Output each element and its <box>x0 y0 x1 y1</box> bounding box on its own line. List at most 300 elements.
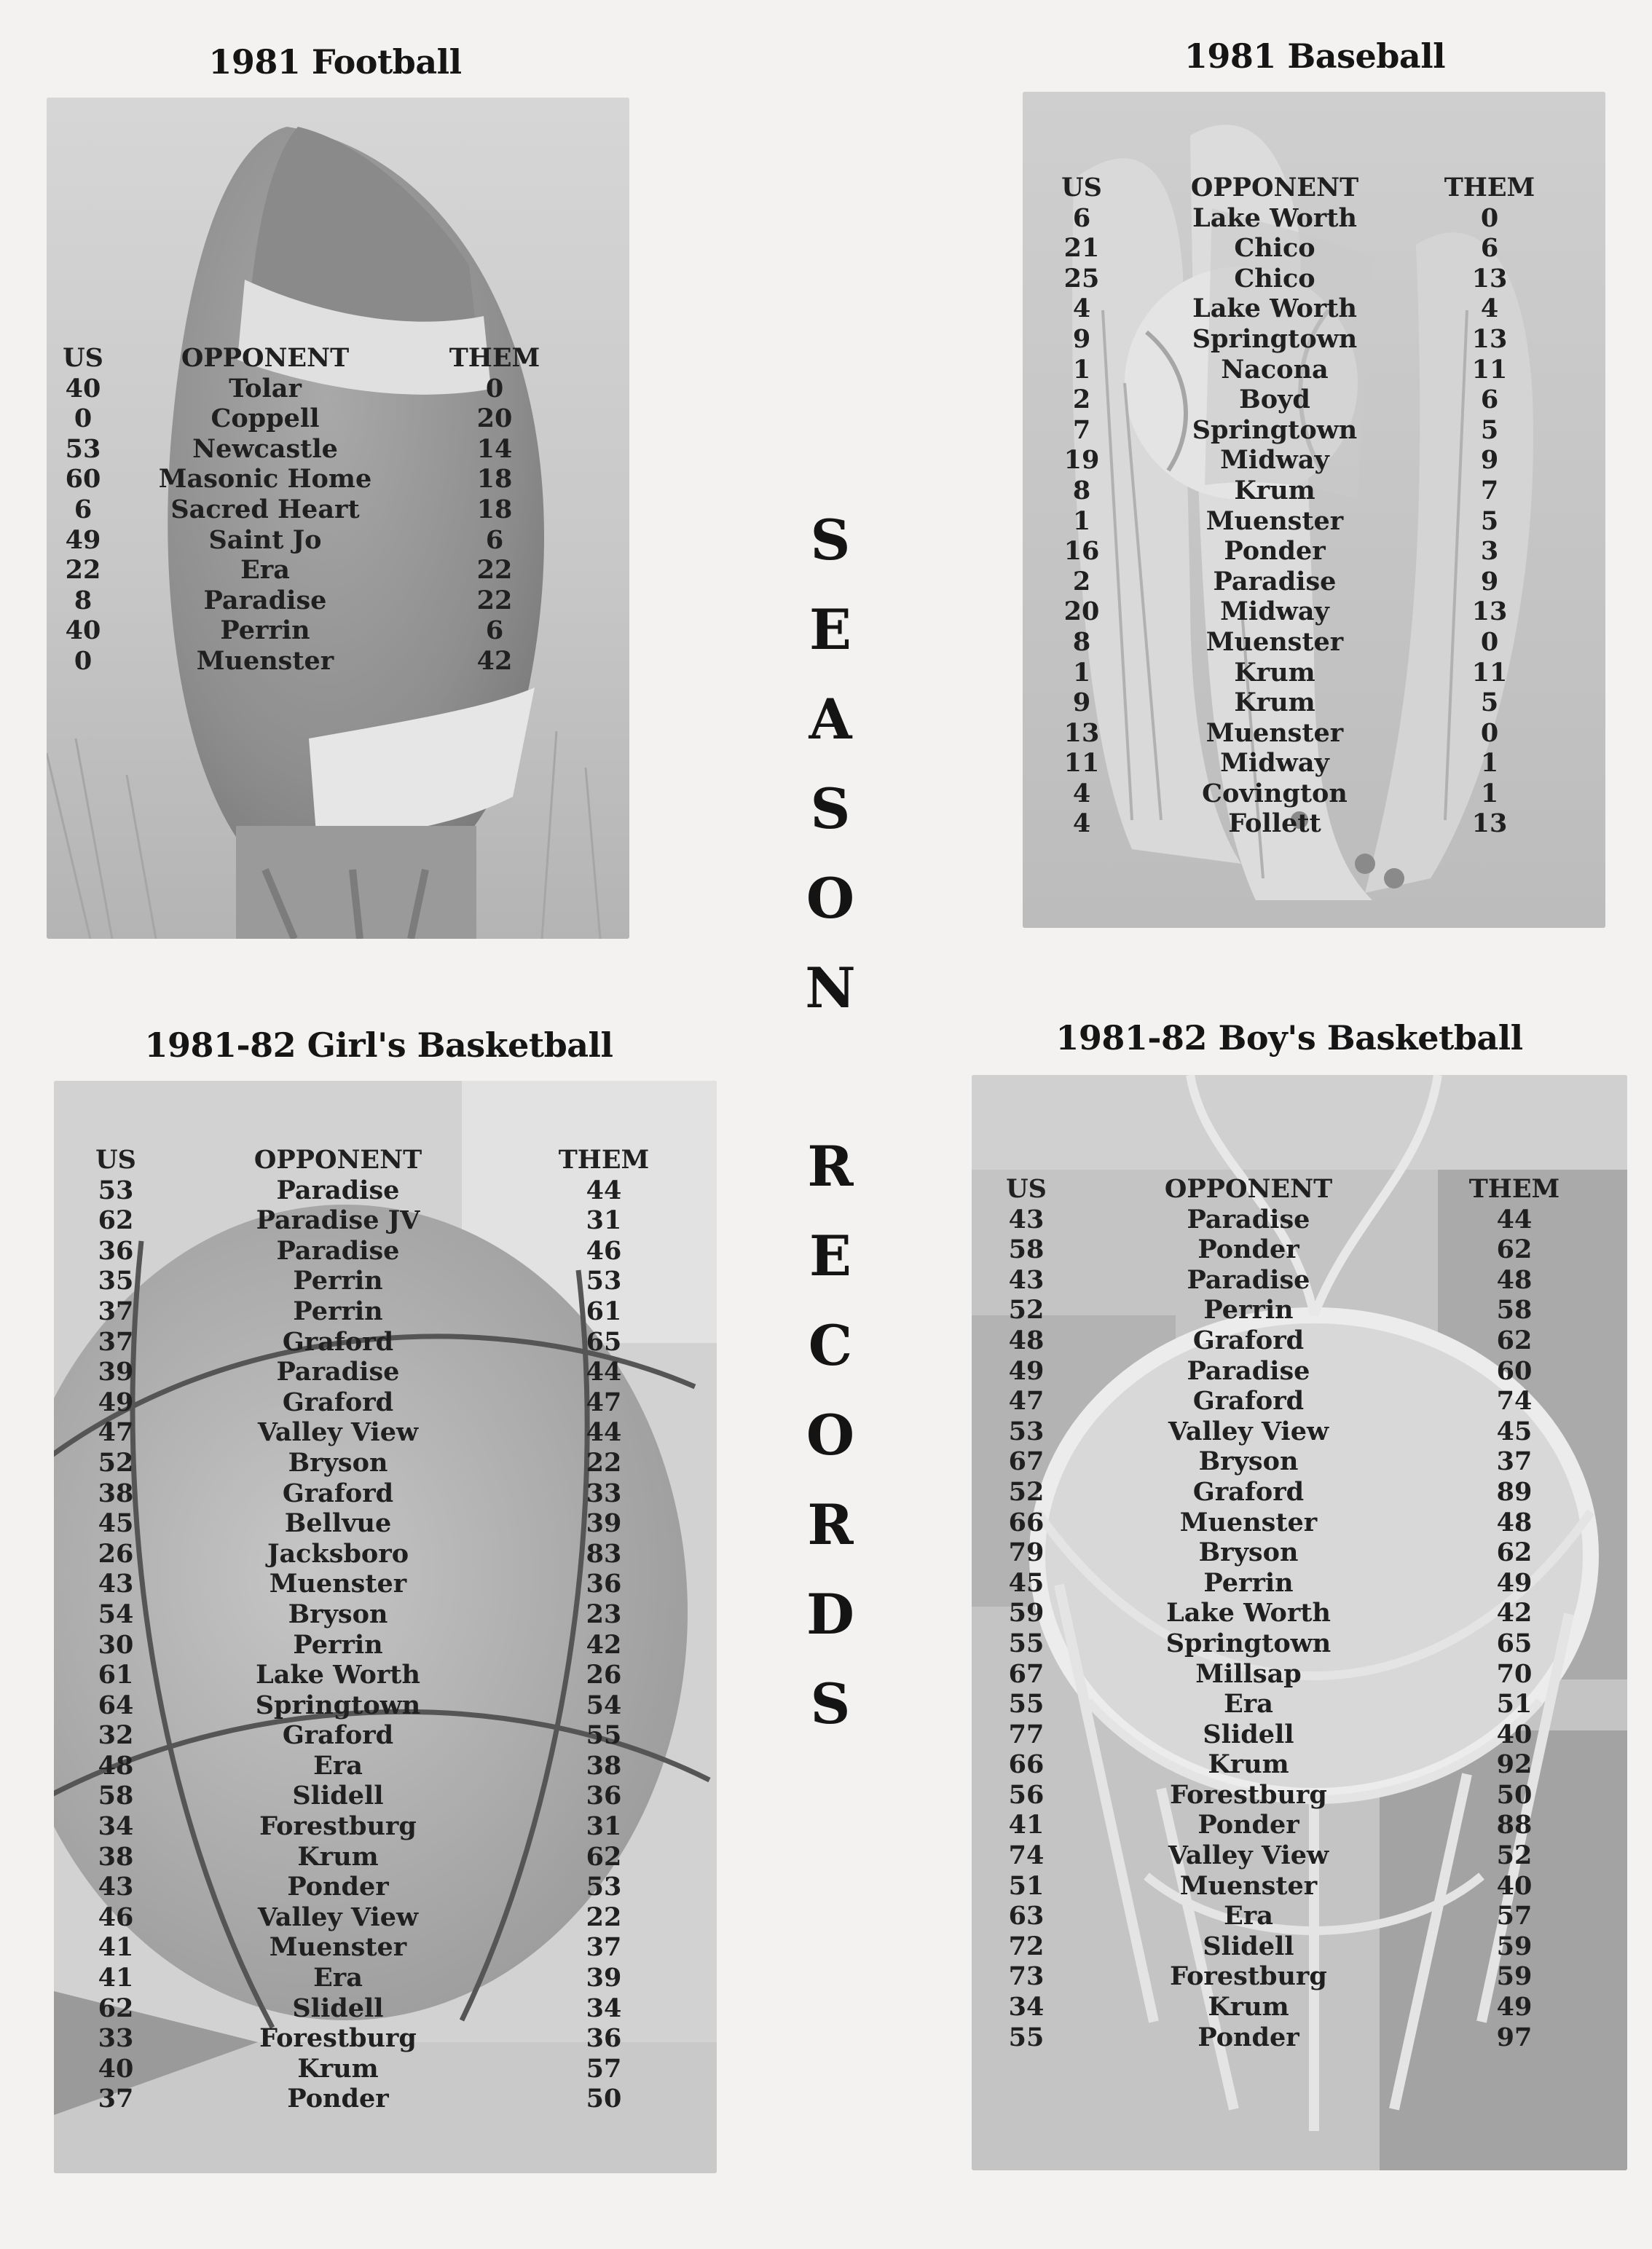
opponent-name: Ponder <box>1197 1810 1299 1840</box>
them-score: 54 <box>586 1690 622 1720</box>
opponent-name: Lake Worth <box>1166 1598 1331 1628</box>
opponent-name: Springtown <box>255 1690 421 1720</box>
game-row <box>986 1780 1598 1811</box>
us-score: 46 <box>98 1902 134 1932</box>
them-score: 51 <box>1496 1689 1533 1720</box>
them-score: 40 <box>1496 1870 1533 1901</box>
us-score: 4 <box>1072 294 1091 324</box>
opponent-name: Millsap <box>1195 1658 1302 1689</box>
opponent-name: Chico <box>1234 233 1315 264</box>
us-score: 8 <box>74 585 93 615</box>
opponent-name: Perrin <box>1203 1295 1294 1326</box>
game-row <box>1034 567 1559 597</box>
us-score: 6 <box>1072 202 1091 233</box>
game-row <box>986 1568 1598 1599</box>
them-score: 52 <box>1496 1840 1533 1871</box>
us-score: 73 <box>1008 1961 1045 1992</box>
season-records-vertical-title <box>801 495 860 1749</box>
them-score: 61 <box>586 1296 622 1326</box>
them-score: 0 <box>485 373 504 403</box>
them-score: 5 <box>1480 688 1499 718</box>
them-score: 14 <box>476 433 513 464</box>
game-row <box>1034 506 1559 537</box>
them-score: 42 <box>586 1629 622 1660</box>
them-score: 42 <box>1496 1598 1533 1628</box>
opponent-name: Midway <box>1220 748 1329 779</box>
us-score: 74 <box>1008 1840 1045 1871</box>
us-score: 2 <box>1072 566 1091 596</box>
them-score: 0 <box>1480 717 1499 748</box>
game-row <box>1034 203 1559 234</box>
opponent-name: Krum <box>297 2053 379 2084</box>
vertical-letter: N <box>805 956 856 1020</box>
game-row <box>68 2023 695 2054</box>
them-score: 22 <box>586 1447 622 1478</box>
them-score: 65 <box>586 1326 622 1357</box>
us-score: 72 <box>1008 1931 1045 1961</box>
opponent-name: Paradise <box>1187 1264 1310 1295</box>
opponent-name: Bryson <box>288 1447 388 1478</box>
us-score: 37 <box>98 1326 134 1357</box>
us-score: 55 <box>1008 1628 1045 1658</box>
us-score: 34 <box>98 1811 134 1842</box>
us-score: 34 <box>1008 1992 1045 2022</box>
game-row <box>986 1961 1598 1992</box>
game-row <box>1034 627 1559 658</box>
game-row <box>986 1598 1598 1628</box>
us-score: 41 <box>98 1963 134 1993</box>
game-row <box>986 1356 1598 1387</box>
us-score: 33 <box>98 2023 134 2054</box>
opponent-header: OPPONENT <box>1190 173 1359 202</box>
game-row <box>47 434 578 465</box>
opponent-name: Bryson <box>1198 1446 1299 1477</box>
opponent-name: Slidell <box>1203 1719 1294 1749</box>
them-score: 5 <box>1480 505 1499 536</box>
them-score: 36 <box>586 1781 622 1811</box>
them-score: 57 <box>586 2053 622 2084</box>
us-score: 41 <box>98 1932 134 1963</box>
opponent-name: Paradise <box>276 1175 400 1205</box>
opponent-name: Slidell <box>292 1781 384 1811</box>
opponent-name: Lake Worth <box>1192 294 1357 324</box>
game-row <box>68 1539 695 1569</box>
us-score: 13 <box>1063 717 1100 748</box>
them-score: 42 <box>476 645 513 676</box>
us-score: 47 <box>98 1417 134 1448</box>
opponent-name: Muenster <box>1179 1870 1318 1901</box>
us-score: 49 <box>98 1387 134 1417</box>
opponent-name: Valley View <box>1168 1840 1329 1871</box>
game-row <box>986 1446 1598 1477</box>
them-score: 60 <box>1496 1355 1533 1386</box>
vertical-letter: A <box>809 687 852 752</box>
game-row <box>986 1537 1598 1568</box>
them-score: 49 <box>1496 1567 1533 1598</box>
opponent-name: Bryson <box>288 1599 388 1629</box>
game-row <box>47 646 578 677</box>
them-score: 70 <box>1496 1658 1533 1689</box>
vertical-letter: S <box>810 776 851 841</box>
opponent-name: Krum <box>1234 657 1315 688</box>
opponent-name: Era <box>313 1750 363 1781</box>
us-score: 40 <box>65 373 101 403</box>
game-row <box>68 1963 695 1993</box>
them-score: 0 <box>1480 202 1499 233</box>
opponent-name: Krum <box>297 1841 379 1872</box>
opponent-name: Nacona <box>1221 354 1329 385</box>
game-row <box>68 1569 695 1599</box>
them-score: 31 <box>586 1205 622 1236</box>
us-score: 52 <box>1008 1295 1045 1326</box>
opponent-name: Graford <box>1192 1386 1305 1417</box>
us-score: 52 <box>1008 1476 1045 1507</box>
opponent-name: Era <box>1224 1901 1273 1931</box>
them-score: 13 <box>1471 323 1508 354</box>
them-score: 4 <box>1480 294 1499 324</box>
us-score: 43 <box>98 1569 134 1599</box>
game-row <box>68 1417 695 1448</box>
vertical-letter: E <box>809 1224 851 1288</box>
them-score: 39 <box>586 1508 622 1539</box>
them-score: 40 <box>1496 1719 1533 1749</box>
game-row <box>68 1478 695 1509</box>
game-row <box>1034 294 1559 324</box>
opponent-name: Perrin <box>1203 1567 1294 1598</box>
us-score: 53 <box>98 1175 134 1205</box>
us-score: 1 <box>1072 354 1091 385</box>
opponent-name: Masonic Home <box>158 464 372 495</box>
opponent-name: Krum <box>1234 688 1315 718</box>
opponent-name: Paradise <box>276 1235 400 1266</box>
game-row <box>986 1749 1598 1780</box>
game-row <box>986 1931 1598 1962</box>
game-row <box>1034 233 1559 264</box>
us-score: 47 <box>1008 1386 1045 1417</box>
opponent-name: Graford <box>282 1720 394 1751</box>
us-score: 37 <box>98 1296 134 1326</box>
them-score: 55 <box>586 1720 622 1751</box>
them-header: THEM <box>449 343 540 373</box>
them-score: 6 <box>1480 233 1499 264</box>
us-score: 62 <box>98 1993 134 2023</box>
game-row <box>68 1781 695 1811</box>
game-row <box>986 1992 1598 2022</box>
game-row <box>47 555 578 586</box>
them-score: 49 <box>1496 1992 1533 2022</box>
them-score: 46 <box>586 1235 622 1266</box>
game-row <box>1034 779 1559 809</box>
game-row <box>47 464 578 495</box>
us-score: 49 <box>65 524 101 555</box>
game-row <box>986 1417 1598 1447</box>
them-score: 34 <box>586 1993 622 2023</box>
us-score: 9 <box>1072 323 1091 354</box>
them-score: 33 <box>586 1478 622 1508</box>
girls-basketball-title: 1981-82 Girl's Basketball <box>144 1025 613 1065</box>
them-score: 36 <box>586 1569 622 1599</box>
them-score: 50 <box>586 2084 622 2114</box>
us-score: 39 <box>98 1357 134 1387</box>
them-score: 13 <box>1471 596 1508 627</box>
them-score: 7 <box>1480 475 1499 505</box>
game-row <box>986 1508 1598 1538</box>
game-row <box>68 1508 695 1539</box>
us-score: 49 <box>1008 1355 1045 1386</box>
us-header: US <box>1061 173 1102 202</box>
opponent-name: Graford <box>1192 1476 1305 1507</box>
game-row <box>47 403 578 434</box>
opponent-name: Era <box>1224 1689 1273 1720</box>
them-score: 1 <box>1480 748 1499 779</box>
game-row <box>1034 445 1559 476</box>
opponent-name: Muenster <box>196 645 334 676</box>
us-score: 32 <box>98 1720 134 1751</box>
them-score: 18 <box>476 464 513 495</box>
them-score: 36 <box>586 2023 622 2054</box>
us-score: 38 <box>98 1478 134 1508</box>
them-score: 45 <box>1496 1416 1533 1446</box>
opponent-name: Forestburg <box>1170 1961 1327 1992</box>
opponent-name: Paradise <box>1187 1204 1310 1234</box>
opponent-name: Perrin <box>293 1296 383 1326</box>
us-score: 43 <box>1008 1264 1045 1295</box>
them-score: 37 <box>586 1932 622 1963</box>
game-row <box>47 374 578 404</box>
vertical-letter: E <box>809 597 851 662</box>
them-score: 20 <box>476 403 513 434</box>
opponent-name: Ponder <box>287 2084 389 2114</box>
game-row <box>986 1295 1598 1326</box>
us-score: 67 <box>1008 1658 1045 1689</box>
them-score: 6 <box>485 524 504 555</box>
them-score: 65 <box>1496 1628 1533 1658</box>
opponent-name: Springtown <box>1192 323 1358 354</box>
us-score: 53 <box>65 433 101 464</box>
opponent-name: Forestburg <box>259 1811 417 1842</box>
us-score: 52 <box>98 1447 134 1478</box>
us-score: 1 <box>1072 505 1091 536</box>
them-score: 48 <box>1496 1507 1533 1537</box>
game-row <box>986 1477 1598 1508</box>
baseball-photo-panel <box>1023 92 1605 928</box>
us-score: 43 <box>98 1872 134 1902</box>
them-score: 3 <box>1480 536 1499 567</box>
game-row <box>986 1871 1598 1902</box>
game-row <box>986 1720 1598 1750</box>
us-score: 58 <box>1008 1234 1045 1265</box>
us-score: 35 <box>98 1266 134 1296</box>
us-score: 45 <box>98 1508 134 1539</box>
us-score: 41 <box>1008 1810 1045 1840</box>
them-score: 47 <box>586 1387 622 1417</box>
us-score: 55 <box>1008 2022 1045 2052</box>
us-score: 0 <box>74 403 93 434</box>
us-score: 37 <box>98 2084 134 2114</box>
them-score: 62 <box>586 1841 622 1872</box>
game-row <box>68 1993 695 2024</box>
them-score: 5 <box>1480 414 1499 445</box>
us-score: 60 <box>65 464 101 495</box>
them-score: 6 <box>1480 385 1499 415</box>
them-score: 62 <box>1496 1234 1533 1265</box>
baseball-title: 1981 Baseball <box>1184 36 1446 76</box>
them-score: 9 <box>1480 445 1499 476</box>
game-row <box>68 2054 695 2084</box>
girls-basketball-records-table <box>68 1145 695 2114</box>
us-score: 51 <box>1008 1870 1045 1901</box>
opponent-name: Tolar <box>229 373 302 403</box>
opponent-name: Slidell <box>292 1993 384 2023</box>
opponent-name: Coppell <box>211 403 320 434</box>
vertical-letter: O <box>806 1403 855 1468</box>
baseball-records-table <box>1034 173 1559 839</box>
us-score: 62 <box>98 1205 134 1236</box>
game-row <box>68 1357 695 1387</box>
them-score: 62 <box>1496 1325 1533 1355</box>
game-row <box>68 1387 695 1418</box>
game-row <box>68 1236 695 1267</box>
opponent-name: Perrin <box>220 615 310 646</box>
game-row <box>68 1932 695 1963</box>
us-score: 0 <box>74 645 93 676</box>
game-row <box>1034 658 1559 688</box>
opponent-name: Valley View <box>257 1417 419 1448</box>
us-score: 30 <box>98 1629 134 1660</box>
opponent-name: Saint Jo <box>208 524 322 555</box>
opponent-name: Muenster <box>269 1569 407 1599</box>
us-score: 22 <box>65 555 101 586</box>
us-score: 21 <box>1063 233 1100 264</box>
opponent-name: Paradise <box>203 585 327 615</box>
opponent-name: Covington <box>1202 778 1348 808</box>
us-score: 40 <box>98 2053 134 2084</box>
us-score: 48 <box>1008 1325 1045 1355</box>
game-row <box>68 1660 695 1690</box>
game-row <box>986 1265 1598 1296</box>
game-row <box>68 1842 695 1872</box>
us-score: 26 <box>98 1538 134 1569</box>
them-header: THEM <box>1444 173 1535 202</box>
opponent-name: Springtown <box>1192 414 1358 445</box>
vertical-letter: S <box>810 508 851 572</box>
opponent-name: Ponder <box>287 1872 389 1902</box>
game-row <box>68 1327 695 1358</box>
game-row <box>1034 385 1559 415</box>
boys-basketball-photo-panel <box>972 1075 1627 2170</box>
opponent-name: Muenster <box>269 1932 407 1963</box>
us-score: 45 <box>1008 1567 1045 1598</box>
us-score: 61 <box>98 1660 134 1690</box>
vertical-letter: R <box>807 1134 854 1199</box>
them-score: 92 <box>1496 1749 1533 1780</box>
opponent-name: Graford <box>282 1478 394 1508</box>
them-score: 89 <box>1496 1476 1533 1507</box>
us-score: 25 <box>1063 263 1100 294</box>
them-score: 44 <box>586 1175 622 1205</box>
game-row <box>68 1599 695 1630</box>
them-score: 59 <box>1496 1931 1533 1961</box>
us-score: 4 <box>1072 778 1091 808</box>
them-score: 18 <box>476 494 513 524</box>
game-row <box>986 1628 1598 1659</box>
game-row <box>1034 355 1559 385</box>
them-score: 57 <box>1496 1901 1533 1931</box>
opponent-name: Muenster <box>1179 1507 1318 1537</box>
game-row <box>1034 264 1559 294</box>
football-photo-panel <box>47 98 629 939</box>
us-score: 9 <box>1072 688 1091 718</box>
us-score: 58 <box>98 1781 134 1811</box>
opponent-name: Valley View <box>1168 1416 1329 1446</box>
opponent-name: Newcastle <box>192 433 338 464</box>
opponent-name: Graford <box>1192 1325 1305 1355</box>
game-row <box>68 1175 695 1206</box>
us-score: 64 <box>98 1690 134 1720</box>
them-score: 11 <box>1471 657 1508 688</box>
game-row <box>986 1234 1598 1265</box>
them-score: 1 <box>1480 778 1499 808</box>
game-row <box>68 1296 695 1327</box>
vertical-letter: S <box>810 1671 851 1736</box>
game-row <box>47 495 578 525</box>
opponent-name: Bellvue <box>284 1508 392 1539</box>
them-score: 13 <box>1471 808 1508 839</box>
opponent-name: Perrin <box>293 1629 383 1660</box>
us-score: 20 <box>1063 596 1100 627</box>
them-header: THEM <box>1468 1174 1560 1204</box>
vertical-letter: O <box>806 866 855 931</box>
them-score: 13 <box>1471 263 1508 294</box>
game-row <box>1034 718 1559 749</box>
us-score: 19 <box>1063 445 1100 476</box>
us-score: 11 <box>1063 748 1100 779</box>
them-header: THEM <box>558 1145 650 1175</box>
them-score: 97 <box>1496 2022 1533 2052</box>
opponent-header: OPPONENT <box>253 1145 422 1175</box>
game-row <box>68 1751 695 1781</box>
game-row <box>986 1689 1598 1720</box>
game-row <box>1034 748 1559 779</box>
them-score: 11 <box>1471 354 1508 385</box>
us-score: 77 <box>1008 1719 1045 1749</box>
game-row <box>986 2022 1598 2053</box>
game-row <box>986 1840 1598 1871</box>
us-score: 54 <box>98 1599 134 1629</box>
opponent-name: Perrin <box>293 1266 383 1296</box>
them-score: 26 <box>586 1660 622 1690</box>
us-score: 8 <box>1072 475 1091 505</box>
game-row <box>68 2084 695 2114</box>
us-score: 8 <box>1072 626 1091 657</box>
opponent-name: Paradise <box>276 1357 400 1387</box>
them-score: 48 <box>1496 1264 1533 1295</box>
them-score: 23 <box>586 1599 622 1629</box>
opponent-name: Graford <box>282 1326 394 1357</box>
us-score: 7 <box>1072 414 1091 445</box>
us-score: 66 <box>1008 1749 1045 1780</box>
opponent-name: Muenster <box>1205 717 1344 748</box>
game-row <box>68 1630 695 1661</box>
us-score: 56 <box>1008 1779 1045 1810</box>
game-row <box>1034 324 1559 355</box>
them-score: 88 <box>1496 1810 1533 1840</box>
us-score: 36 <box>98 1235 134 1266</box>
them-score: 39 <box>586 1963 622 1993</box>
us-score: 79 <box>1008 1537 1045 1568</box>
opponent-name: Sacred Heart <box>170 494 360 524</box>
football-records-table <box>47 343 578 677</box>
